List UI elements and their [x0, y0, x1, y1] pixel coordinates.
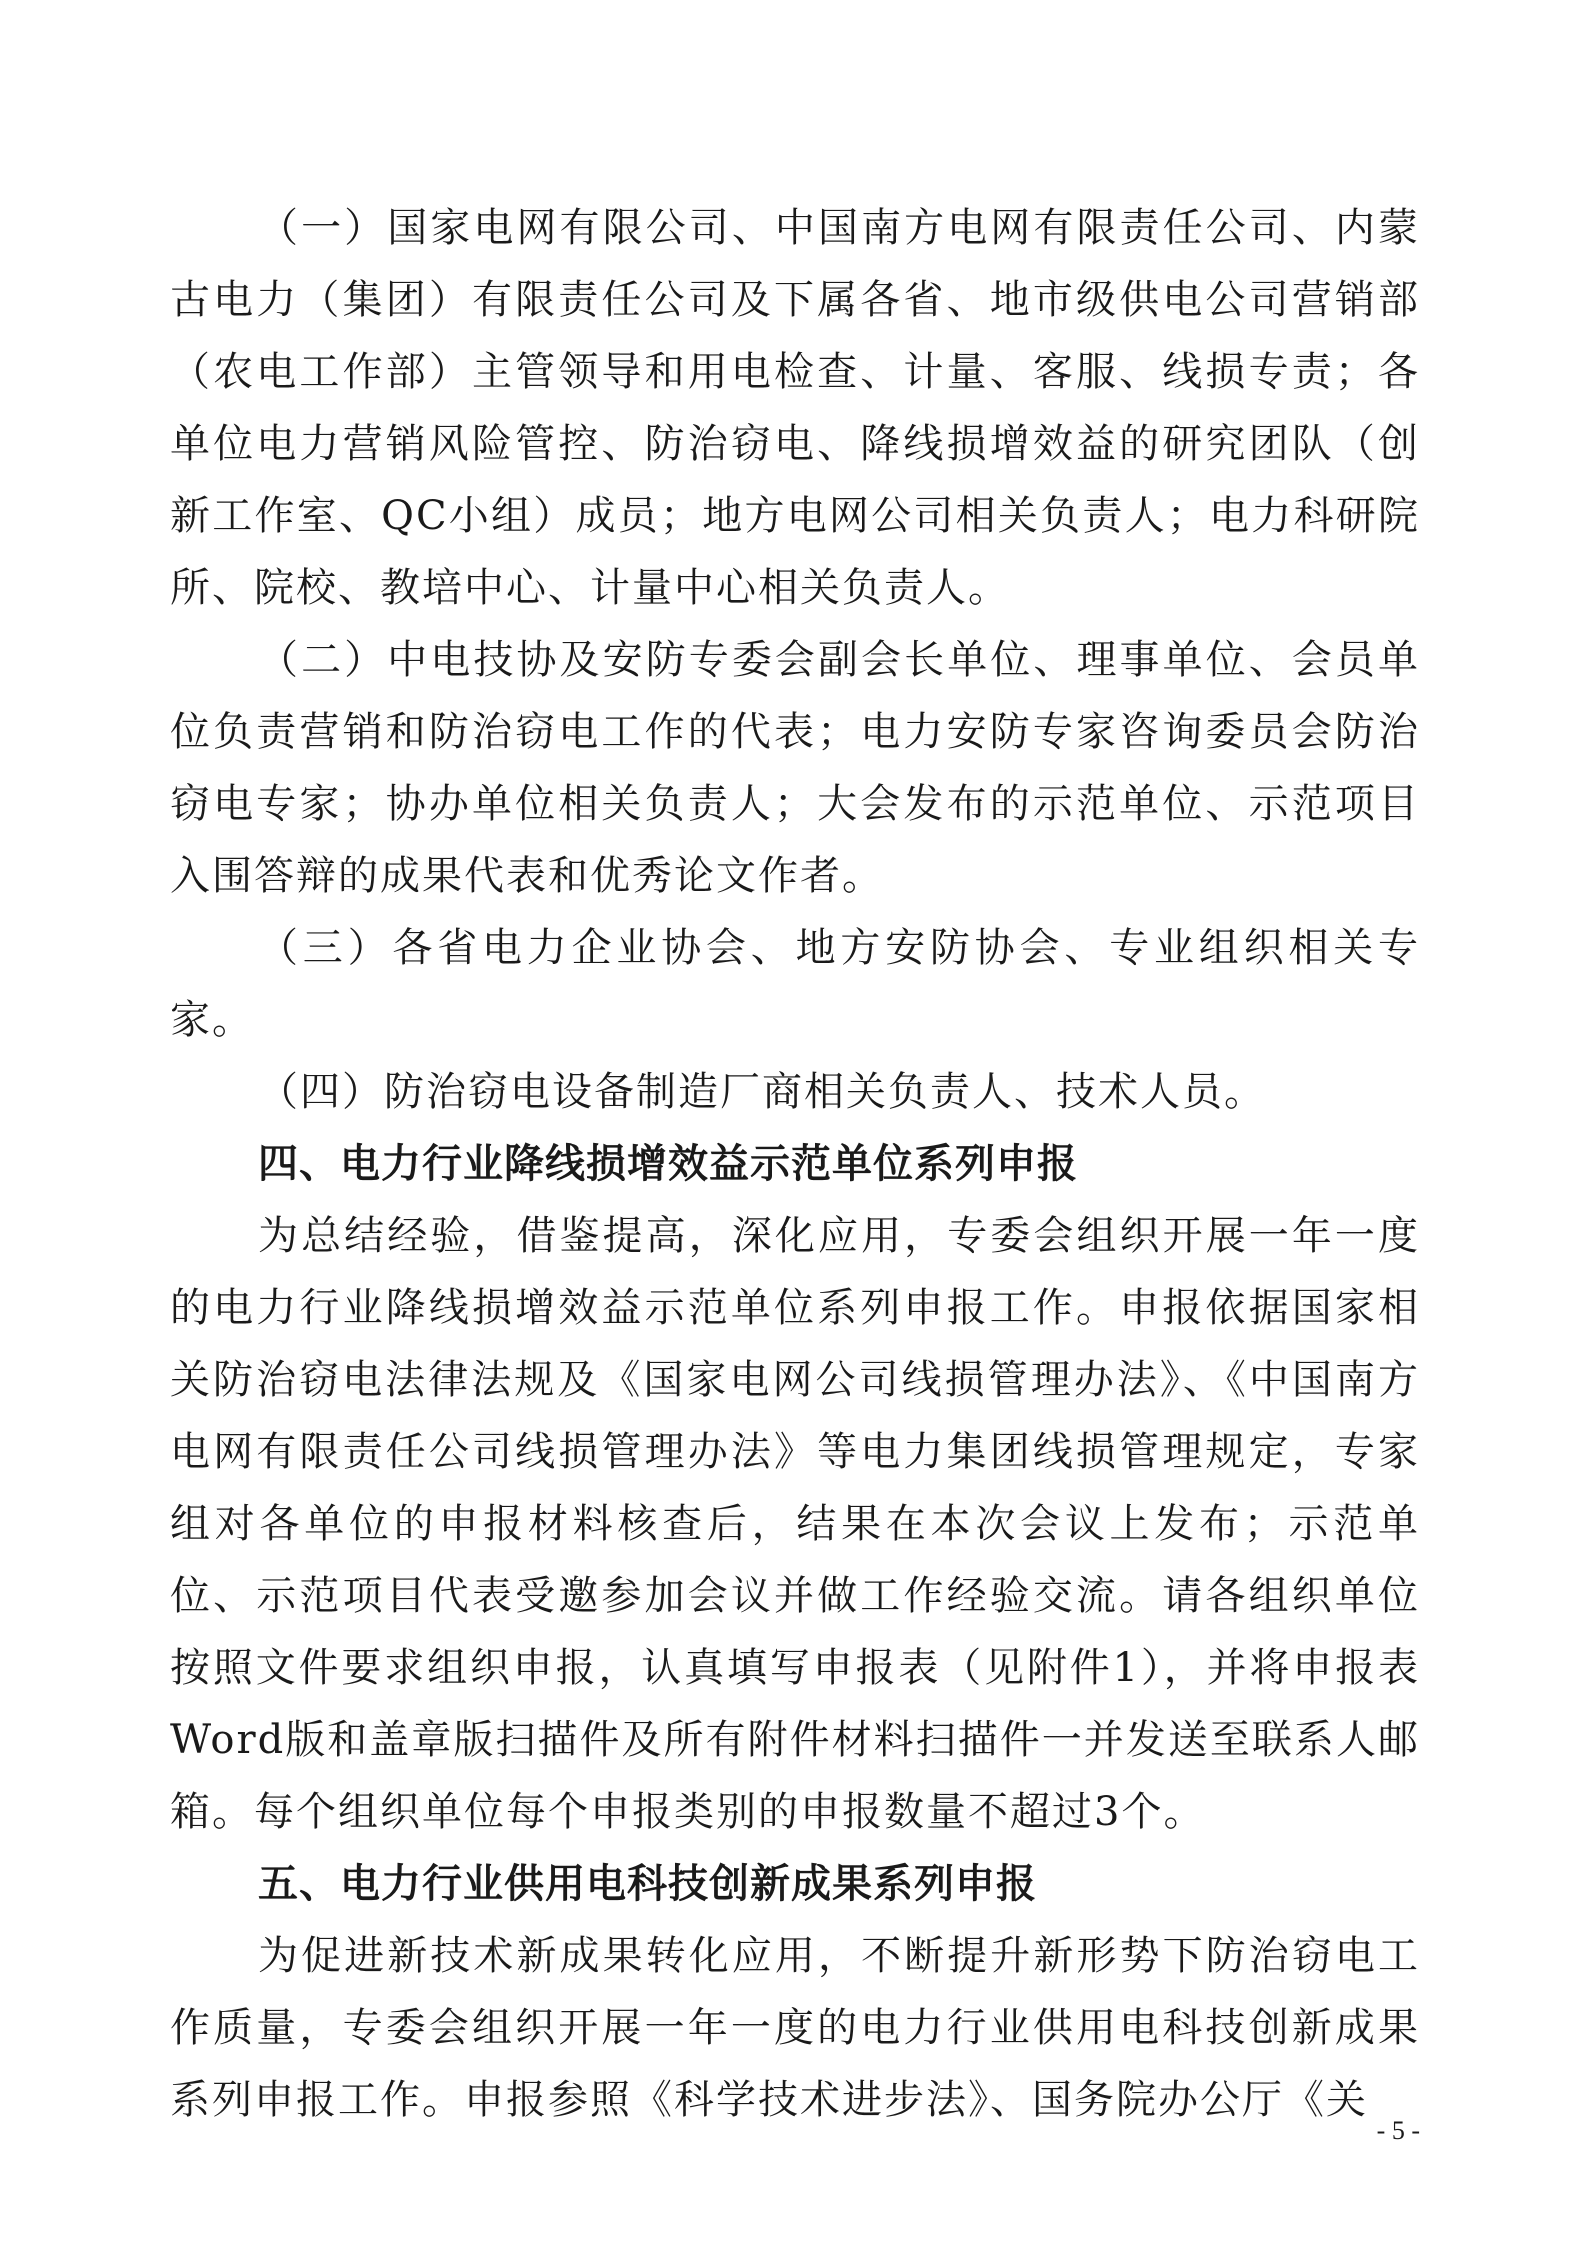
paragraph-attendees-2: （二）中电技协及安防专委会副会长单位、理事单位、会员单位负责营销和防治窃电工作的代表；电力安防专家咨询委员会防治窃电专家；协办单位相关负责人；大会发布的示范单位、示范项目入围答辩的成果代表和优秀论文作者。 [170, 637, 1420, 899]
paragraph-section-4: 为总结经验，借鉴提高，深化应用，专委会组织开展一年一度的电力行业降线损增效益示范单位系列申报工作。申报依据国家相关防治窃电法律法规及《国家电网公司线损管理办法》、《中国南方电网有限责任公司线损管理办法》等电力集团线损管理规定，专家组对各单位的申报材料核查后，结果在本次会议上发布；示范单位、示范项目代表受邀参加会议并做工作经验交流。请各组织单位按照文件要求组织申报，认真填写申报表（见附件1），并将申报表Word版和盖章版扫描件及所有附件材料扫描件一并发送至联系人邮箱。每个组织单位每个申报类别的申报数量不超过3个。 [170, 1213, 1420, 1835]
paragraph-section-5: 为促进新技术新成果转化应用，不断提升新形势下防治窃电工作质量，专委会组织开展一年一度的电力行业供用电科技创新成果系列申报工作。申报参照《科学技术进步法》、国务院办公厅《关 [170, 1933, 1420, 2123]
paragraph-attendees-1: （一）国家电网有限公司、中国南方电网有限责任公司、内蒙古电力（集团）有限责任公司及下属各省、地市级供电公司营销部（农电工作部）主管领导和用电检查、计量、客服、线损专责；各单位电力营销风险管控、防治窃电、降线损增效益的研究团队（创新工作室、QC小组）成员；地方电网公司相关负责人；电力科研院所、院校、教培中心、计量中心相关负责人。 [170, 205, 1420, 611]
section-heading-4: 四、电力行业降线损增效益示范单位系列申报 [258, 1141, 1078, 1187]
paragraph-attendees-3: （三）各省电力企业协会、地方安防协会、专业组织相关专家。 [170, 925, 1420, 1043]
section-heading-5: 五、电力行业供用电科技创新成果系列申报 [258, 1861, 1037, 1907]
paragraph-attendees-4: （四）防治窃电设备制造厂商相关负责人、技术人员。 [258, 1069, 1266, 1115]
document-body [170, 192, 1420, 2136]
page-number: - 5 - [1376, 2116, 1420, 2145]
